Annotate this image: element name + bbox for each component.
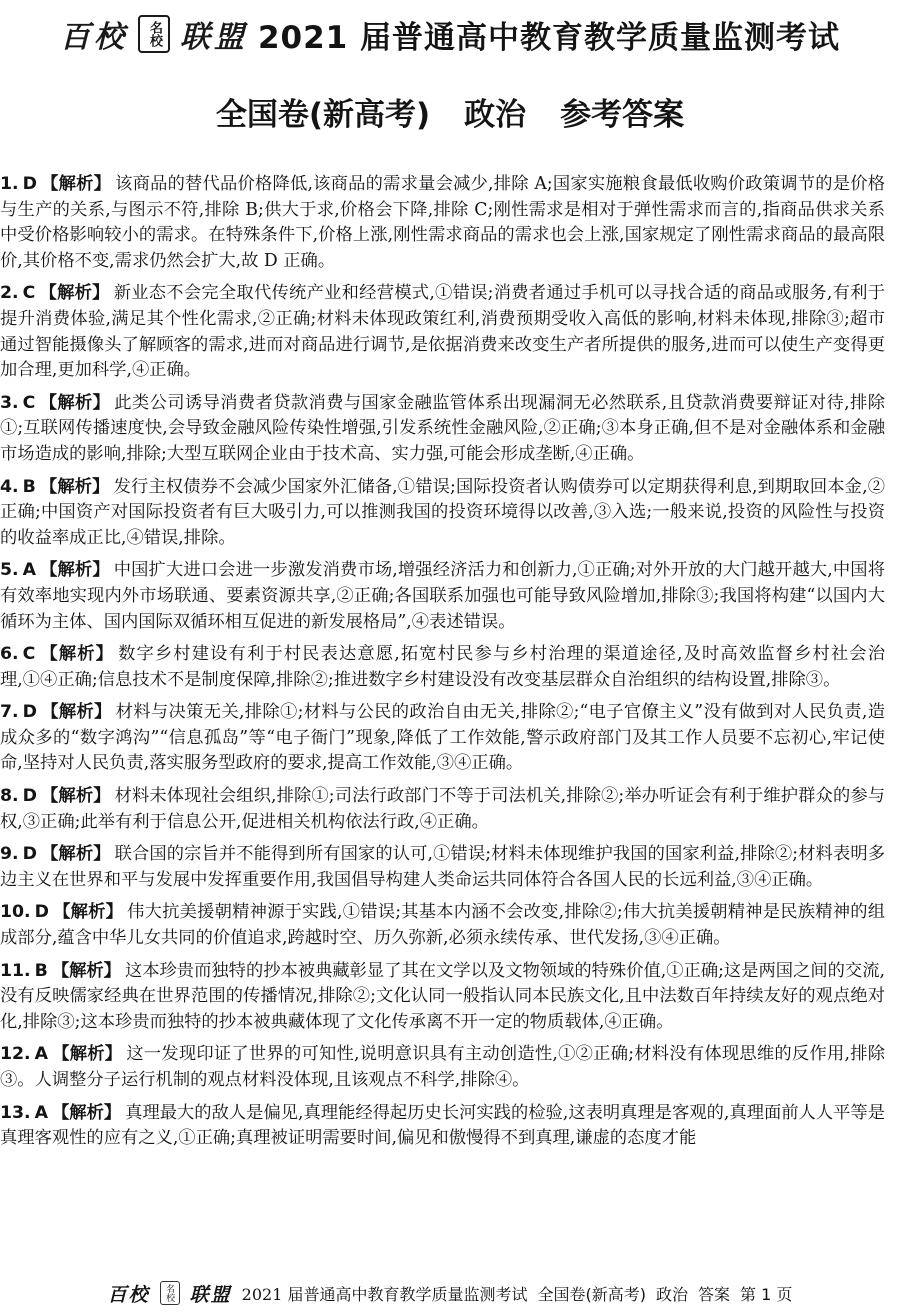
question-explanation: 发行主权债券不会减少国家外汇储备,①错误;国际投资者认购债券可以定期获得利息,到期取回本金,②正确;中国资产对国际投资者有巨大吸引力,可以推测我国的投资环境得以改善,③入选;一般来说,投资的风险性与投资的收益率成正比,④错误,排除。 bbox=[0, 476, 885, 548]
question-explanation: 新业态不会完全取代传统产业和经营模式,①错误;消费者通过手机可以寻找合适的商品或服务,有利于提升消费体验,满足其个性化需求,②正确;材料未体现政策红利,消费预期受收入高低的影响,材料未体现,排除③;超市通过智能摄像头了解顾客的需求,进而对商品进行调节,是依据消费来改变生产者所提供的服务,进而可以使生产变得更加合理,更加科学,④正确。 bbox=[0, 283, 885, 381]
question-answer: B bbox=[34, 960, 48, 981]
question-item bbox=[0, 1042, 885, 1093]
seal-logo: 名校 bbox=[138, 15, 170, 53]
question-number: 13. bbox=[0, 1102, 31, 1123]
question-number: 8. bbox=[0, 786, 19, 807]
question-answer: A bbox=[22, 560, 36, 581]
answer-list bbox=[0, 172, 900, 1272]
footer-exam-title: 2021 届普通高中教育教学质量监测考试 bbox=[241, 1284, 528, 1304]
question-item bbox=[0, 784, 885, 835]
footer-paper: 全国卷(新高考) bbox=[537, 1284, 646, 1304]
question-explanation: 真理最大的敌人是偏见,真理能经得起历史长河实践的检验,这表明真理是客观的,真理面前人人平等是真理客观性的应有之义,①正确;真理被证明需要时间,偏见和傲慢得不到真理,谦虚的态度才能 bbox=[0, 1102, 885, 1149]
question-item bbox=[0, 475, 885, 552]
question-item bbox=[0, 391, 885, 468]
question-answer: D bbox=[34, 902, 49, 923]
analysis-tag: 【解析】 bbox=[52, 1102, 122, 1123]
brand-right: 联盟 bbox=[179, 20, 248, 55]
exam-header bbox=[0, 10, 900, 58]
footer-kind: 答案 bbox=[697, 1284, 730, 1304]
question-answer: C bbox=[22, 392, 36, 413]
question-explanation: 这本珍贵而独特的抄本被典藏彰显了其在文学以及文物领域的特殊价值,①正确;这是两国之间的交流,没有反映儒家经典在世界范围的传播情况,排除②;文化认同一般指认同本民族文化,且中法数百年持续友好的观点绝对化,排除③;这本珍贵而独特的抄本被典藏体现了文化传承离不开一定的物质载体,④正确。 bbox=[0, 960, 885, 1032]
page-footer bbox=[0, 1278, 900, 1308]
question-explanation: 该商品的替代品价格降低,该商品的需求量会减少,排除 A;国家实施粮食最低收购价政策调节的是价格与生产的关系,与图示不符,排除 B;供大于求,价格会下降,排除 C;刚性需求是相对于弹性需求而言的,指商品供求关系中受价格影响较小的需求。在特殊条件下,价格上涨,刚性需求商品的需求也会上涨,国家规定了刚性需求商品的最高限价,其价格不变,需求仍然会扩大,故 D 正确。 bbox=[0, 174, 885, 271]
subtitle-paper: 全国卷(新高考) bbox=[215, 96, 431, 133]
analysis-tag: 【解析】 bbox=[39, 644, 115, 665]
question-explanation: 联合国的宗旨并不能得到所有国家的认可,①错误;材料未体现维护我国的国家利益,排除②;材料表明多边主义在世界和平与发展中发挥重要作用,我国倡导构建人类命运共同体符合各国人民的长远利益,③④正确。 bbox=[0, 844, 885, 890]
question-explanation: 伟大抗美援朝精神源于实践,①错误;其基本内涵不会改变,排除②;伟大抗美援朝精神是民族精神的组成部分,蕴含中华儿女共同的价值追求,跨越时空、历久弥新,必须永续传承、世代发扬,③④正确。 bbox=[0, 902, 885, 949]
question-item bbox=[0, 1101, 885, 1152]
analysis-tag: 【解析】 bbox=[40, 786, 111, 807]
brand-left: 百校 bbox=[59, 20, 128, 55]
question-answer: A bbox=[34, 1102, 48, 1123]
question-number: 10. bbox=[0, 902, 31, 923]
question-item bbox=[0, 558, 885, 635]
question-answer: C bbox=[22, 283, 36, 304]
question-answer: D bbox=[22, 786, 37, 807]
analysis-tag: 【解析】 bbox=[39, 560, 110, 581]
subtitle-kind: 参考答案 bbox=[560, 96, 685, 133]
analysis-tag: 【解析】 bbox=[40, 174, 112, 194]
analysis-tag: 【解析】 bbox=[39, 283, 110, 304]
analysis-tag: 【解析】 bbox=[52, 1044, 123, 1065]
question-answer: D bbox=[22, 702, 37, 723]
question-item bbox=[0, 172, 885, 274]
question-number: 2. bbox=[0, 283, 19, 304]
question-item bbox=[0, 642, 885, 693]
question-number: 4. bbox=[0, 476, 19, 497]
question-answer: A bbox=[34, 1044, 48, 1065]
question-answer: D bbox=[22, 844, 37, 865]
analysis-tag: 【解析】 bbox=[39, 392, 111, 413]
question-number: 12. bbox=[0, 1044, 31, 1065]
question-item bbox=[0, 700, 885, 777]
question-number: 1. bbox=[0, 174, 19, 194]
question-explanation: 数字乡村建设有利于村民表达意愿,拓宽村民参与乡村治理的渠道途径,及时高效监督乡村社会治理,①④正确;信息技术不是制度保障,排除②;推进数字乡村建设没有改变基层群众自治组织的结构设置,排除③。 bbox=[0, 644, 885, 690]
question-explanation: 中国扩大进口会进一步激发消费市场,增强经济活力和创新力,①正确;对外开放的大门越开越大,中国将有效率地实现内外市场联通、要素资源共享,②正确;各国联系加强也可能导致风险增加,排除③;我国将构建“以国内大循环为主体、国内国际双循环相互促进的新发展格局”,④表述错误。 bbox=[0, 560, 885, 632]
analysis-tag: 【解析】 bbox=[52, 902, 124, 923]
analysis-tag: 【解析】 bbox=[40, 702, 112, 723]
question-explanation: 这一发现印证了世界的可知性,说明意识具有主动创造性,①②正确;材料没有体现思维的反作用,排除③。人调整分子运行机制的观点材料没体现,且该观点不科学,排除④。 bbox=[0, 1044, 885, 1090]
analysis-tag: 【解析】 bbox=[39, 476, 110, 497]
question-item bbox=[0, 842, 885, 893]
question-number: 7. bbox=[0, 702, 19, 723]
question-item bbox=[0, 281, 885, 383]
question-explanation: 材料与决策无关,排除①;材料与公民的政治自由无关,排除②;“电子官僚主义”没有做到对人民负责,造成众多的“数字鸿沟”“信息孤岛”等“电子衙门”现象,降低了工作效能,警示政府部门及其工作人员要不忘初心,牢记使命,坚持对人民负责,落实服务型政府的要求,提高工作效能,③④正确。 bbox=[0, 702, 885, 774]
question-answer: B bbox=[22, 476, 36, 497]
question-number: 3. bbox=[0, 392, 19, 413]
analysis-tag: 【解析】 bbox=[51, 960, 121, 981]
footer-seal-logo: 名校 bbox=[160, 1281, 180, 1305]
question-explanation: 材料未体现社会组织,排除①;司法行政部门不等于司法机关,排除②;举办听证会有利于维护群众的参与权,③正确;此举有利于信息公开,促进相关机构依法行政,④正确。 bbox=[0, 786, 885, 832]
question-answer: C bbox=[22, 644, 36, 665]
question-explanation: 此类公司诱导消费者贷款消费与国家金融监管体系出现漏洞无必然联系,且贷款消费要辩证对待,排除①;互联网传播速度快,会导致金融风险传染性增强,引发系统性金融风险,②正确;③本身正确,但不是对金融体系和金融市场造成的影响,排除;大型互联网企业由于技术高、实力强,可能会形成垄断,④正确。 bbox=[0, 392, 885, 464]
footer-page-number: 第 1 页 bbox=[740, 1284, 793, 1304]
question-item bbox=[0, 900, 885, 951]
exam-title: 2021 届普通高中教育教学质量监测考试 bbox=[257, 19, 841, 56]
question-number: 11. bbox=[0, 960, 31, 981]
footer-brand-left: 百校 bbox=[107, 1283, 150, 1306]
question-answer: D bbox=[22, 174, 37, 194]
footer-subject: 政治 bbox=[655, 1284, 688, 1304]
question-number: 9. bbox=[0, 844, 19, 865]
question-number: 6. bbox=[0, 644, 19, 665]
footer-brand-right: 联盟 bbox=[189, 1283, 232, 1306]
question-number: 5. bbox=[0, 560, 19, 581]
subtitle-subject: 政治 bbox=[464, 96, 527, 133]
document-subtitle bbox=[0, 90, 900, 132]
question-item bbox=[0, 959, 885, 1036]
analysis-tag: 【解析】 bbox=[40, 844, 111, 865]
